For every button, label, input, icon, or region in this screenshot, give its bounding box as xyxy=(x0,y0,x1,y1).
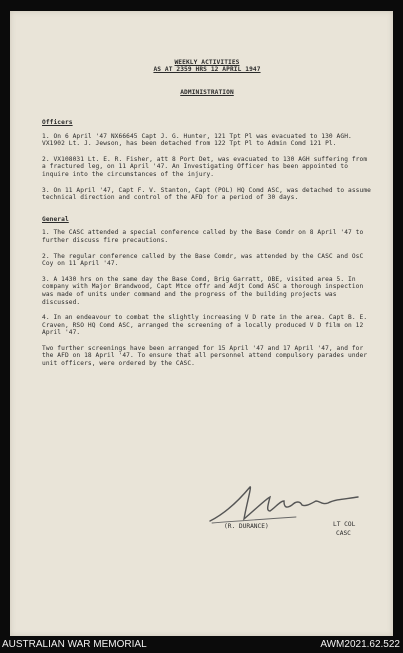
general-paragraph: Two further screenings have been arranged for 15 April '47 and 17 April '47, and for the AFD on 18 April '47. To ensure that all personnel attend compulsory parades under unit officers, were ordered by the CASC. xyxy=(42,344,368,368)
document-title: WEEKLY ACTIVITIES xyxy=(174,59,240,66)
general-paragraph: 2. The regular conference called by the Base Comdr, was attended by the CASC and OsC Coy on 11 April '47. xyxy=(42,252,364,268)
section-heading-administration: ADMINISTRATION xyxy=(180,89,234,97)
subheading-officers: Officers xyxy=(42,119,73,126)
general-paragraph: 1. The CASC attended a special conference called by the Base Comdr on 8 April '47 to further discuss fire precautions. xyxy=(42,229,364,244)
signatory-name: (R. DURANCE) xyxy=(224,523,269,530)
officers-paragraph: 1. On 6 April '47 NX66645 Capt J. G. Hunter, 121 Tpt Pl was evacuated to 130 AGH. VX1902 Lt. J. Jewson, has been detached from 122 Tpt Pl to Admin Comd 121 Pl. xyxy=(42,132,352,148)
general-paragraph: 4. In an endeavour to combat the slightly increasing V D rate in the area. Capt B. E. Craven, RSO HQ Comd ASC, arranged the screening of a locally produced V D film on 12 April '47. xyxy=(42,314,368,337)
document-body xyxy=(42,59,372,376)
officers-paragraph: 3. On 11 April '47, Capt F. V. Stanton, Capt (POL) HQ Comd ASC, was detached to assume technical direction and control of the AFD for a period of 30 days. xyxy=(42,186,371,202)
general-paragraph: 3. A 1430 hrs on the same day the Base Comd, Brig Garratt, OBE, visited area 5. In company with Major Brandwood, Capt Mtce offr and Adjt Comd ASC a thorough inspection was made of units under command and the progress of the building projects was discussed. xyxy=(42,275,364,306)
document-page xyxy=(10,11,393,636)
document-date-line: AS AT 2359 HRS 12 APRIL 1947 xyxy=(153,66,261,74)
footer-bar xyxy=(0,637,403,653)
footer-source: AUSTRALIAN WAR MEMORIAL xyxy=(2,639,147,650)
signatory-rank: LT COL xyxy=(333,521,356,528)
subheading-general: General xyxy=(42,215,69,223)
footer-id: AWM2021.62.522 xyxy=(320,639,400,650)
signatory-unit: CASC xyxy=(336,530,351,537)
officers-paragraph: 2. VX108031 Lt. E. R. Fisher, att 8 Port Det, was evacuated to 130 AGH suffering from a fractured leg, on 11 April '47. An Investigating Officer has been appointed to inquire into the circumstances of the injury. xyxy=(42,155,368,178)
